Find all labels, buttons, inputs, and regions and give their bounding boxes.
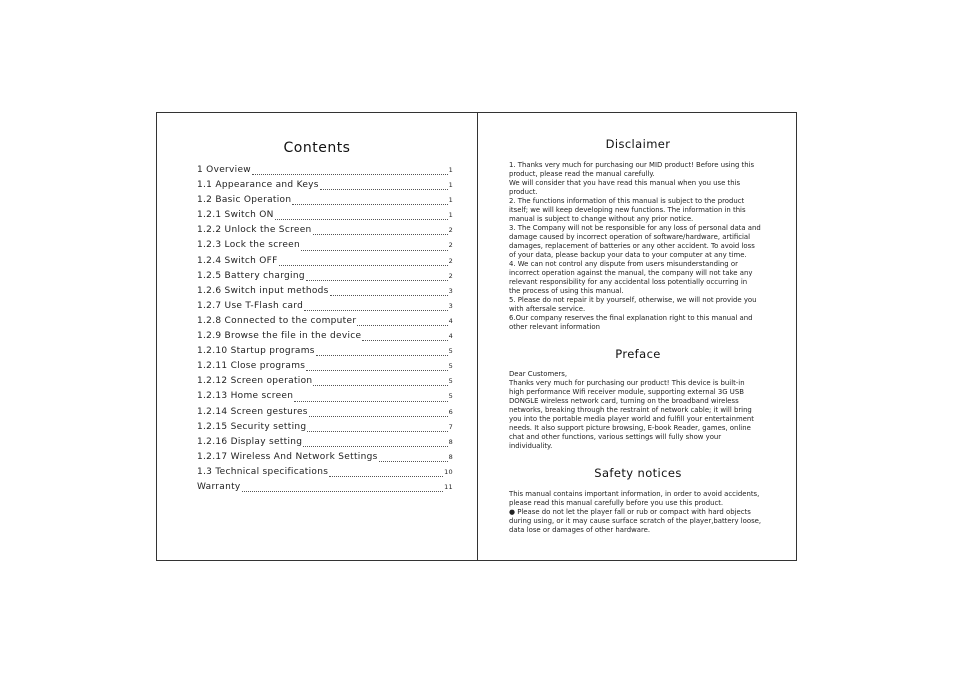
toc-entry-page-number: 7: [448, 422, 453, 431]
toc-entry-page-number: 1: [448, 166, 453, 174]
table-of-contents: [197, 165, 453, 497]
toc-entry-label: 1.2.12 Screen operation: [197, 376, 313, 387]
disclaimer-text-line: damage caused by incorrect operation of software/hardware, artificial: [509, 233, 751, 241]
toc-entry[interactable]: [197, 286, 453, 301]
toc-entry-page-number: 4: [448, 332, 453, 341]
toc-entry[interactable]: [197, 301, 453, 316]
disclaimer-text-line: of your data, please backup your data to your computer at any time.: [509, 251, 747, 259]
disclaimer-text-line: relevant responsibility for any accidental loss potentially occurring in: [509, 278, 748, 286]
disclaimer-text-line: manual is subject to change without any prior notice.: [509, 215, 694, 223]
disclaimer-text-line: other relevant information: [509, 323, 600, 331]
preface-text: [509, 370, 771, 451]
toc-entry-label: 1.2.2 Unlock the Screen: [197, 225, 312, 236]
toc-entry-label: 1.2.8 Connected to the computer: [197, 315, 357, 326]
disclaimer-text-line: itself; we will keep developing new functions. The information in this: [509, 206, 746, 214]
toc-entry-label: 1.2.4 Switch OFF: [197, 255, 278, 266]
toc-leader-dots: [316, 355, 448, 356]
toc-entry[interactable]: [197, 407, 453, 422]
disclaimer-text-line: 4. We can not control any dispute from users misunderstanding or: [509, 260, 738, 268]
toc-leader-dots: [304, 310, 447, 311]
toc-entry[interactable]: [197, 240, 453, 255]
toc-entry[interactable]: [197, 256, 453, 271]
toc-leader-dots: [275, 219, 448, 220]
toc-entry-label: 1.2.1 Switch ON: [197, 210, 274, 221]
manual-spread: [156, 112, 797, 561]
preface-text-line: chat and other functions, various settings will fully show your: [509, 433, 722, 441]
contents-page: [157, 113, 477, 560]
toc-leader-dots: [309, 416, 448, 417]
toc-entry[interactable]: [197, 361, 453, 376]
preface-text-line: you into the portable media player world and fulfill your entertainment: [509, 415, 754, 423]
toc-entry[interactable]: [197, 346, 453, 361]
disclaimer-page: [478, 113, 798, 560]
toc-entry-page-number: 4: [448, 316, 453, 325]
toc-leader-dots: [294, 401, 447, 402]
disclaimer-text-line: 2. The functions information of this manual is subject to the product: [509, 197, 745, 205]
disclaimer-text: [509, 161, 771, 332]
safety-text-line: data lose or damages of other hardware.: [509, 526, 651, 534]
toc-leader-dots: [330, 295, 448, 296]
toc-entry-label: 1.2 Basic Operation: [197, 195, 292, 206]
disclaimer-text-line: damages, replacement of batteries or any other accident. To avoid loss: [509, 242, 755, 250]
toc-entry-page-number: 1: [448, 196, 453, 205]
toc-entry-label: 1.2.13 Home screen: [197, 391, 294, 402]
toc-entry-label: 1.2.7 Use T-Flash card: [197, 300, 304, 311]
preface-text-line: needs. It also support picture browsing, E-book Reader, games, online: [509, 424, 751, 432]
toc-entry-page-number: 3: [448, 286, 453, 295]
disclaimer-text-line: product, please read the manual carefully.: [509, 170, 655, 178]
toc-entry-page-number: 11: [444, 482, 453, 491]
toc-entry-label: 1.2.5 Battery charging: [197, 270, 305, 281]
toc-entry-page-number: 3: [448, 301, 453, 310]
toc-entry-page-number: 2: [448, 271, 453, 280]
safety-text-line: please read this manual carefully before you use this product.: [509, 499, 724, 507]
toc-entry-page-number: 5: [448, 392, 453, 401]
toc-entry[interactable]: [197, 376, 453, 391]
toc-entry-label: 1.2.9 Browse the file in the device: [197, 331, 362, 342]
toc-entry-page-number: 5: [448, 377, 453, 386]
preface-text-line: individuality.: [509, 442, 553, 450]
toc-leader-dots: [357, 325, 447, 326]
disclaimer-text-line: 5. Please do not repair it by yourself, otherwise, we will not provide you: [509, 296, 757, 304]
toc-leader-dots: [303, 446, 447, 447]
preface-title: Preface: [615, 347, 661, 361]
toc-entry-page-number: 5: [448, 347, 453, 356]
toc-entry-label: 1.3 Technical specifications: [197, 466, 329, 477]
toc-entry-page-number: 5: [448, 362, 453, 371]
toc-entry-page-number: 2: [448, 241, 453, 250]
toc-entry-label: 1.2.17 Wireless And Network Settings: [197, 451, 378, 462]
preface-text-line: high performance Wifi receiver module, supporting external 3G USB: [509, 388, 744, 396]
disclaimer-text-line: 6.Our company reserves the final explanation right to this manual and: [509, 314, 753, 322]
safety-notices-title: Safety notices: [594, 466, 682, 480]
safety-text-line: during using, or it may cause surface scratch of the player,battery loose,: [509, 517, 762, 525]
toc-leader-dots: [320, 189, 448, 190]
safety-notices-text: [509, 490, 771, 535]
disclaimer-text-line: the process of using this manual.: [509, 287, 624, 295]
toc-entry[interactable]: [197, 391, 453, 406]
toc-entry-page-number: 2: [448, 226, 453, 235]
toc-leader-dots: [306, 370, 447, 371]
toc-entry-page-number: 1: [448, 181, 453, 190]
toc-entry-label: 1 Overview: [197, 165, 251, 175]
toc-entry[interactable]: [197, 165, 453, 180]
toc-entry[interactable]: [197, 331, 453, 346]
toc-leader-dots: [301, 250, 448, 251]
toc-entry-page-number: 6: [448, 407, 453, 416]
toc-entry-label: 1.2.14 Screen gestures: [197, 406, 308, 417]
toc-leader-dots: [313, 385, 447, 386]
toc-entry-label: Warranty: [197, 481, 241, 492]
toc-leader-dots: [279, 265, 448, 266]
safety-text-line: This manual contains important information, in order to avoid accidents,: [509, 490, 760, 498]
toc-entry-label: 1.2.10 Startup programs: [197, 346, 315, 357]
toc-entry-label: 1.2.3 Lock the screen: [197, 240, 300, 251]
disclaimer-text-line: product.: [509, 188, 538, 196]
disclaimer-text-line: 1. Thanks very much for purchasing our MID product! Before using this: [509, 161, 755, 169]
toc-leader-dots: [292, 204, 447, 205]
toc-entry[interactable]: [197, 467, 453, 482]
disclaimer-text-line: We will consider that you have read this manual when you use this: [509, 179, 741, 187]
toc-entry-label: 1.2.15 Security setting: [197, 421, 307, 432]
toc-entry[interactable]: [197, 225, 453, 240]
toc-entry[interactable]: [197, 452, 453, 467]
toc-entry[interactable]: [197, 422, 453, 437]
toc-entry[interactable]: [197, 316, 453, 331]
toc-leader-dots: [362, 340, 447, 341]
toc-entry[interactable]: [197, 437, 453, 452]
toc-entry-page-number: 8: [448, 452, 453, 461]
preface-text-line: Dear Customers,: [509, 370, 568, 378]
toc-leader-dots: [379, 461, 448, 462]
toc-entry[interactable]: [197, 195, 453, 210]
disclaimer-title: Disclaimer: [605, 137, 671, 151]
toc-leader-dots: [313, 234, 448, 235]
toc-entry-label: 1.2.6 Switch input methods: [197, 285, 329, 296]
safety-text-line: ● Please do not let the player fall or rub or compact with hard objects: [509, 508, 751, 516]
toc-leader-dots: [329, 476, 443, 477]
disclaimer-text-line: with aftersale service.: [509, 305, 586, 313]
toc-entry[interactable]: [197, 482, 453, 497]
disclaimer-text-line: incorrect operation against the manual, the company will not take any: [509, 269, 753, 277]
toc-entry-label: 1.2.16 Display setting: [197, 436, 303, 447]
toc-entry[interactable]: [197, 271, 453, 286]
disclaimer-text-line: 3. The Company will not be responsible for any loss of personal data and: [509, 224, 761, 232]
contents-title: Contents: [283, 140, 351, 156]
toc-entry[interactable]: [197, 180, 453, 195]
toc-leader-dots: [307, 431, 447, 432]
preface-text-line: Thanks very much for purchasing our product! This device is built-in: [509, 379, 745, 387]
toc-leader-dots: [306, 280, 448, 281]
preface-text-line: networks, breaking through the restraint of network cable; it will bring: [509, 406, 752, 414]
toc-entry[interactable]: [197, 210, 453, 225]
toc-entry-label: 1.1 Appearance and Keys: [197, 180, 319, 191]
preface-text-line: DONGLE wireless network card, turning on the broadband wireless: [509, 397, 739, 405]
toc-entry-page-number: 2: [448, 256, 453, 265]
toc-entry-page-number: 8: [448, 437, 453, 446]
toc-entry-page-number: 1: [448, 211, 453, 220]
toc-entry-label: 1.2.11 Close programs: [197, 361, 306, 372]
toc-entry-page-number: 10: [444, 467, 453, 476]
toc-leader-dots: [242, 491, 444, 492]
toc-leader-dots: [252, 174, 448, 175]
